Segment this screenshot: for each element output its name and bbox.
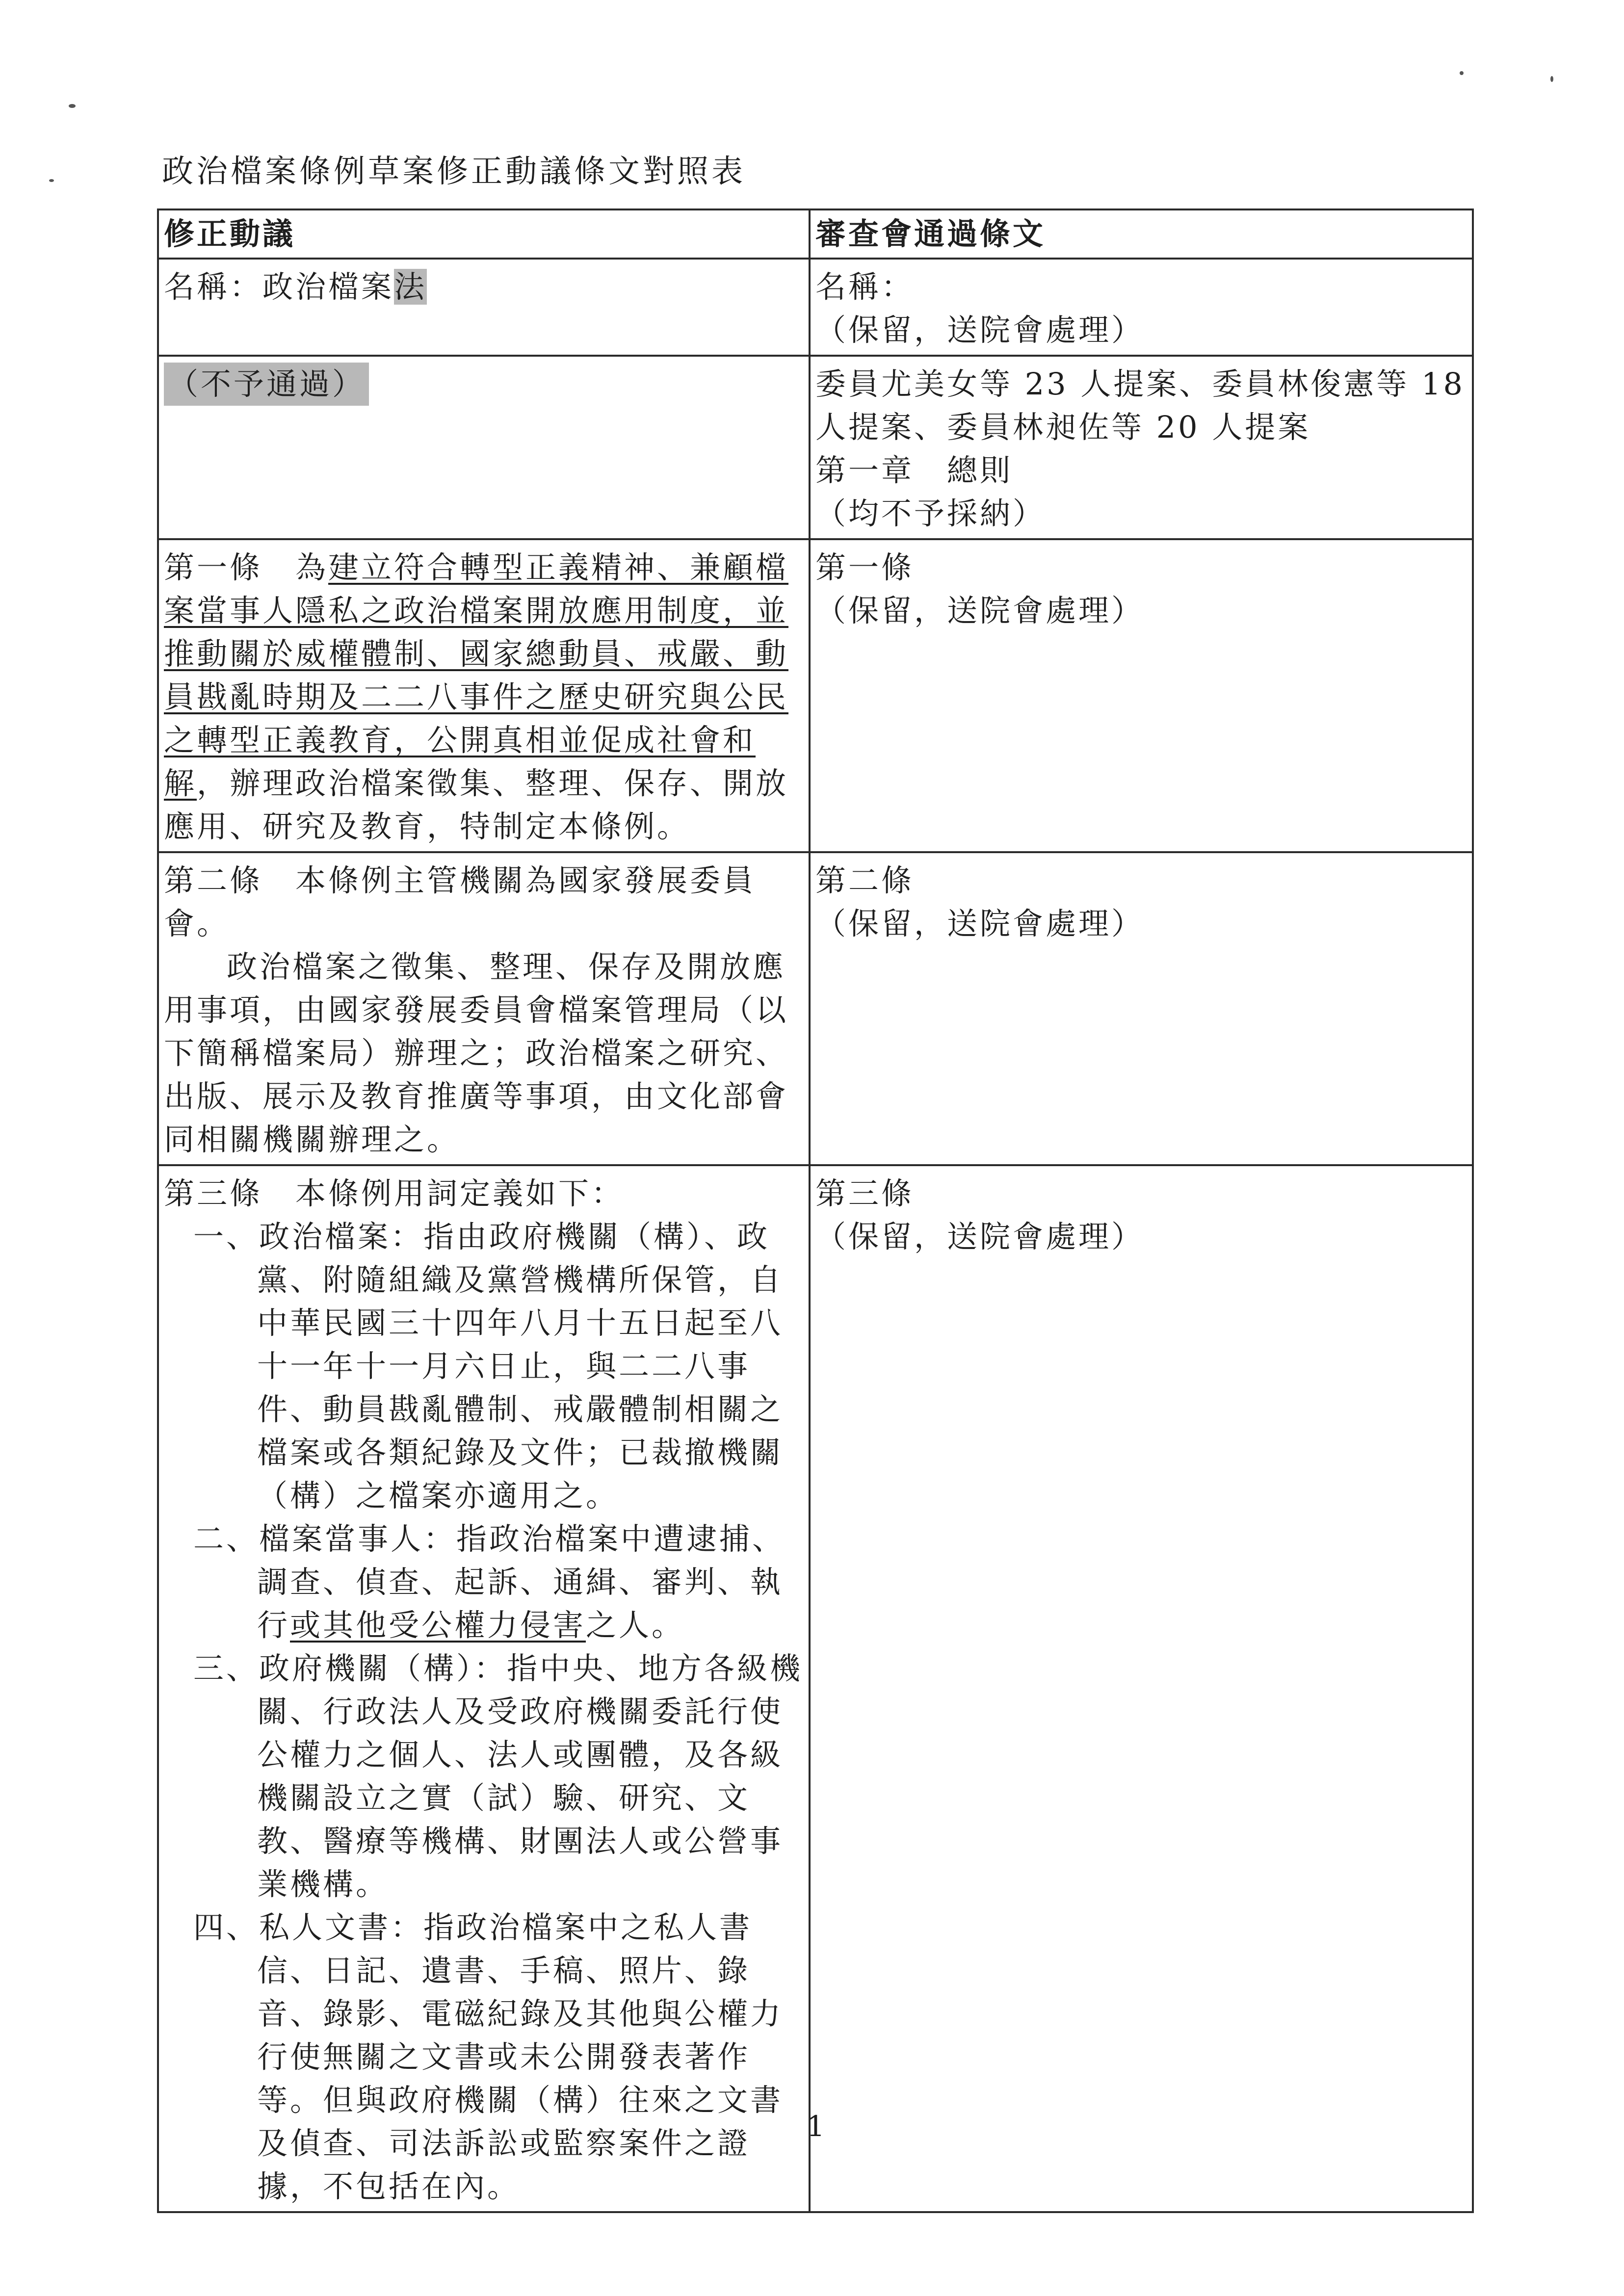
committee-line: （保留，送院會處理）: [815, 1219, 1145, 1254]
scan-speck: [49, 179, 54, 182]
header-row: [158, 209, 1473, 259]
committee-line: 第一條: [815, 549, 915, 585]
article-paragraph: 第二條 本條例主管機關為國家發展委員會。: [164, 862, 756, 941]
comparison-table: [157, 209, 1474, 2213]
table-row: [158, 259, 1473, 356]
header-amendment: 修正動議: [158, 209, 810, 259]
definition-item: 一、政治檔案：指由政府機關（構）、政黨、附隨組織及黨營機構所保管，自中華民國三十四年八月十五日起至八十一年十一月六日止，與二二八事件、動員戡亂體制、戒嚴體制相關之檔案或各類紀錄及文件；已裁撤機關（構）之檔案亦適用之。: [193, 1219, 784, 1513]
committee-cell: [810, 259, 1473, 356]
name-label: 名稱：政治檔案: [164, 269, 394, 305]
article-lead: 第三條 本條例用詞定義如下：: [164, 1175, 625, 1211]
table-row: [158, 539, 1473, 852]
article-paragraph: 政治檔案之徵集、整理、保存及開放應用事項，由國家發展委員會檔案管理局（以下簡稱檔案局）辦理之；政治檔案之研究、出版、展示及教育推廣等事項，由文化部會同相關機關辦理之。: [164, 949, 789, 1157]
committee-line: 第二條: [815, 862, 915, 898]
committee-line: 委員尤美女等 23 人提案、委員林俊憲等 18 人提案、委員林昶佐等 20 人提案: [815, 366, 1465, 445]
committee-line: （均不予採納）: [815, 496, 1046, 531]
table-row: [158, 852, 1473, 1165]
table-row: [158, 356, 1473, 539]
scan-speck: [69, 104, 76, 108]
definition-item: 三、政府機關（構）：指中央、地方各級機關、行政法人及受政府機關委託行使公權力之個人、法人或團體，及各級機關設立之實（試）驗、研究、文教、醫療等機構、財團法人或公營事業機構。: [193, 1650, 803, 1902]
amendment-cell: [158, 852, 810, 1165]
committee-line: （保留，送院會處理）: [815, 906, 1145, 941]
article-lead: 第一條 為: [164, 549, 329, 585]
amendment-cell: [158, 539, 810, 852]
scan-speck: [1550, 76, 1553, 82]
article-tail: ，辦理政治檔案徵集、整理、保存、開放應用、研究及教育，特制定本條例。: [164, 765, 789, 844]
committee-cell: [810, 539, 1473, 852]
definition-text: 二、檔案當事人：指政治檔案中遭逮捕、調查、偵查、起訴、通緝、審判、執行: [193, 1521, 786, 1643]
amendment-cell: [158, 1165, 810, 2212]
definition-item: 四、私人文書：指政治檔案中之私人書信、日記、遺書、手稿、照片、錄音、錄影、電磁紀錄及其他與公權力行使無關之文書或未公開發表著作等。但與政府機關（構）往來之文書及偵查、司法訴訟或監察案件之證據，不包括在內。: [193, 1909, 784, 2204]
page-title: 政治檔案條例草案修正動議條文對照表: [162, 154, 746, 190]
committee-line: 第一章 總則: [815, 452, 1013, 488]
committee-cell: [810, 1165, 1473, 2212]
committee-line: （保留，送院會處理）: [815, 312, 1145, 348]
underlined-amendment: 建立符合轉型正義精神、兼顧檔案當事人隱私之政治檔案開放應用制度，並推動關於威權體制、國家總動員、戒嚴、動員戡亂時期及二二八事件之歷史研究與公民之轉型正義教育，公開真相並促成社會和解: [164, 549, 789, 801]
page-number: 1: [807, 2110, 825, 2143]
underlined-amendment: 或其他受公權力侵害: [290, 1607, 586, 1643]
highlighted-char: 法: [394, 269, 427, 305]
committee-line: 第三條: [815, 1175, 915, 1211]
header-committee-text: 審查會通過條文: [810, 209, 1473, 259]
rejected-badge: （不予通過）: [164, 363, 369, 406]
table-row: [158, 1165, 1473, 2212]
amendment-cell: [158, 356, 810, 539]
committee-cell: [810, 852, 1473, 1165]
committee-line: 名稱：: [815, 269, 915, 305]
amendment-cell: [158, 259, 810, 356]
scan-speck: [1460, 71, 1464, 75]
committee-cell: [810, 356, 1473, 539]
definition-item: [164, 1517, 804, 1647]
definition-text: 之人。: [586, 1607, 685, 1643]
committee-line: （保留，送院會處理）: [815, 593, 1145, 628]
